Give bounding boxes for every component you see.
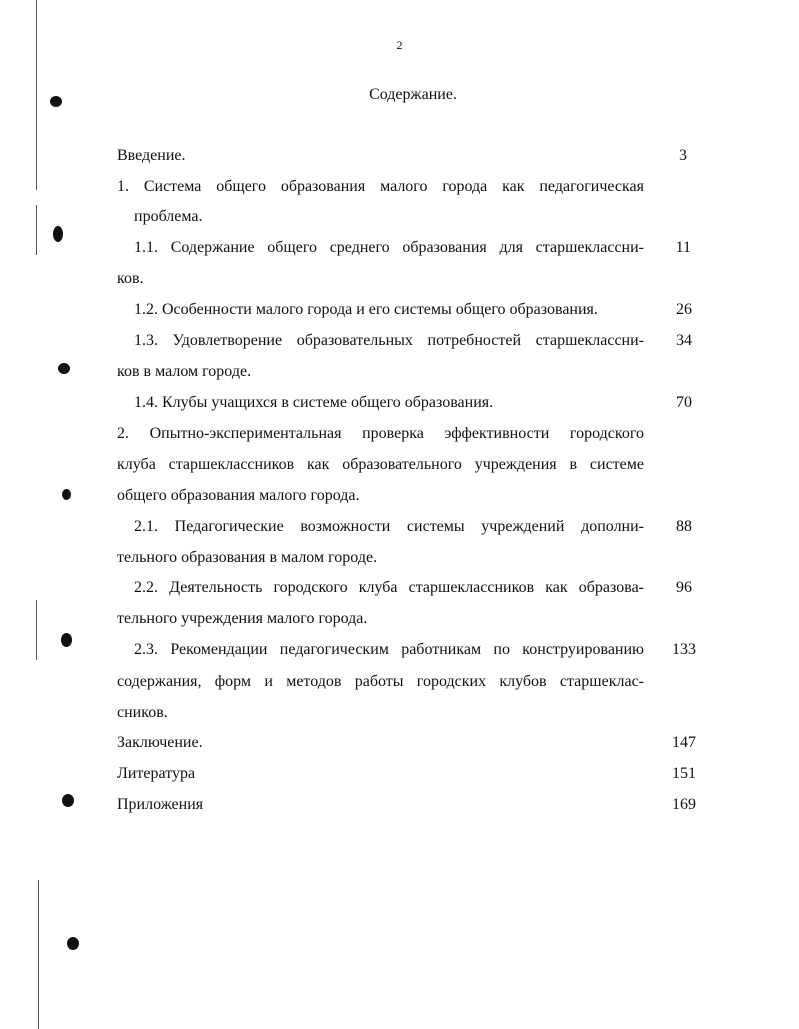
toc-page-2-2: 96 — [676, 579, 692, 596]
toc-page-1-2: 26 — [676, 301, 692, 318]
toc-entry-2-2-cont: тельного учреждения малого города. — [117, 610, 368, 627]
toc-page-1-1: 11 — [675, 239, 691, 256]
toc-entry-2-2: 2.2. Деятельность городского клуба старшеклассников как образова- — [134, 579, 644, 596]
toc-entry-chapter-2: 2. Опытно-экспериментальная проверка эффективности городского — [117, 425, 644, 442]
toc-page-1-3: 34 — [676, 332, 692, 349]
toc-page-intro: 3 — [679, 147, 687, 164]
toc-entry-1-1-cont: ков. — [117, 270, 144, 287]
toc-entry-1-1: 1.1. Содержание общего среднего образования для старшеклассни- — [134, 239, 644, 256]
toc-page-1-4: 70 — [676, 394, 692, 411]
toc-entry-chapter-2-cont: клуба старшеклассников как образовательного учреждения в системе — [117, 456, 644, 473]
toc-entry-2-1: 2.1. Педагогические возможности системы учреждений дополни- — [134, 518, 644, 535]
toc-entry-chapter-1: 1. Система общего образования малого города как педагогическая — [117, 178, 644, 195]
toc-entry-intro: Введение. — [117, 147, 186, 164]
toc-entry-1-3: 1.3. Удовлетворение образовательных потребностей старшеклассни- — [134, 332, 644, 349]
toc-entry-1-3-cont: ков в малом городе. — [117, 363, 252, 380]
toc-entry-1-2: 1.2. Особенности малого города и его системы общего образования. — [134, 301, 598, 318]
toc-entry-conclusion: Заключение. — [117, 734, 203, 751]
page-title: Содержание. — [369, 86, 457, 103]
toc-entry-2-1-cont: тельного образования в малом городе. — [117, 549, 378, 566]
toc-page-conclusion: 147 — [672, 734, 696, 751]
page-number: 2 — [396, 38, 403, 52]
toc-page-appendix: 169 — [672, 796, 696, 813]
toc-entry-2-3-cont: сников. — [117, 704, 168, 721]
toc-entry-chapter-2-cont: общего образования малого города. — [117, 487, 360, 504]
toc-entry-1-4: 1.4. Клубы учащихся в системе общего образования. — [134, 394, 494, 411]
toc-entry-chapter-1-cont: проблема. — [134, 208, 203, 225]
toc-page-2-3: 133 — [672, 641, 696, 658]
toc-entry-appendix: Приложения — [117, 796, 204, 813]
toc-entry-2-3-cont: содержания, форм и методов работы городских клубов старшеклас- — [117, 673, 644, 690]
toc-page-2-1: 88 — [676, 518, 692, 535]
toc-entry-literature: Литература — [117, 765, 196, 782]
toc-page-literature: 151 — [672, 765, 696, 782]
toc-entry-2-3: 2.3. Рекомендации педагогическим работникам по конструированию — [134, 641, 644, 658]
